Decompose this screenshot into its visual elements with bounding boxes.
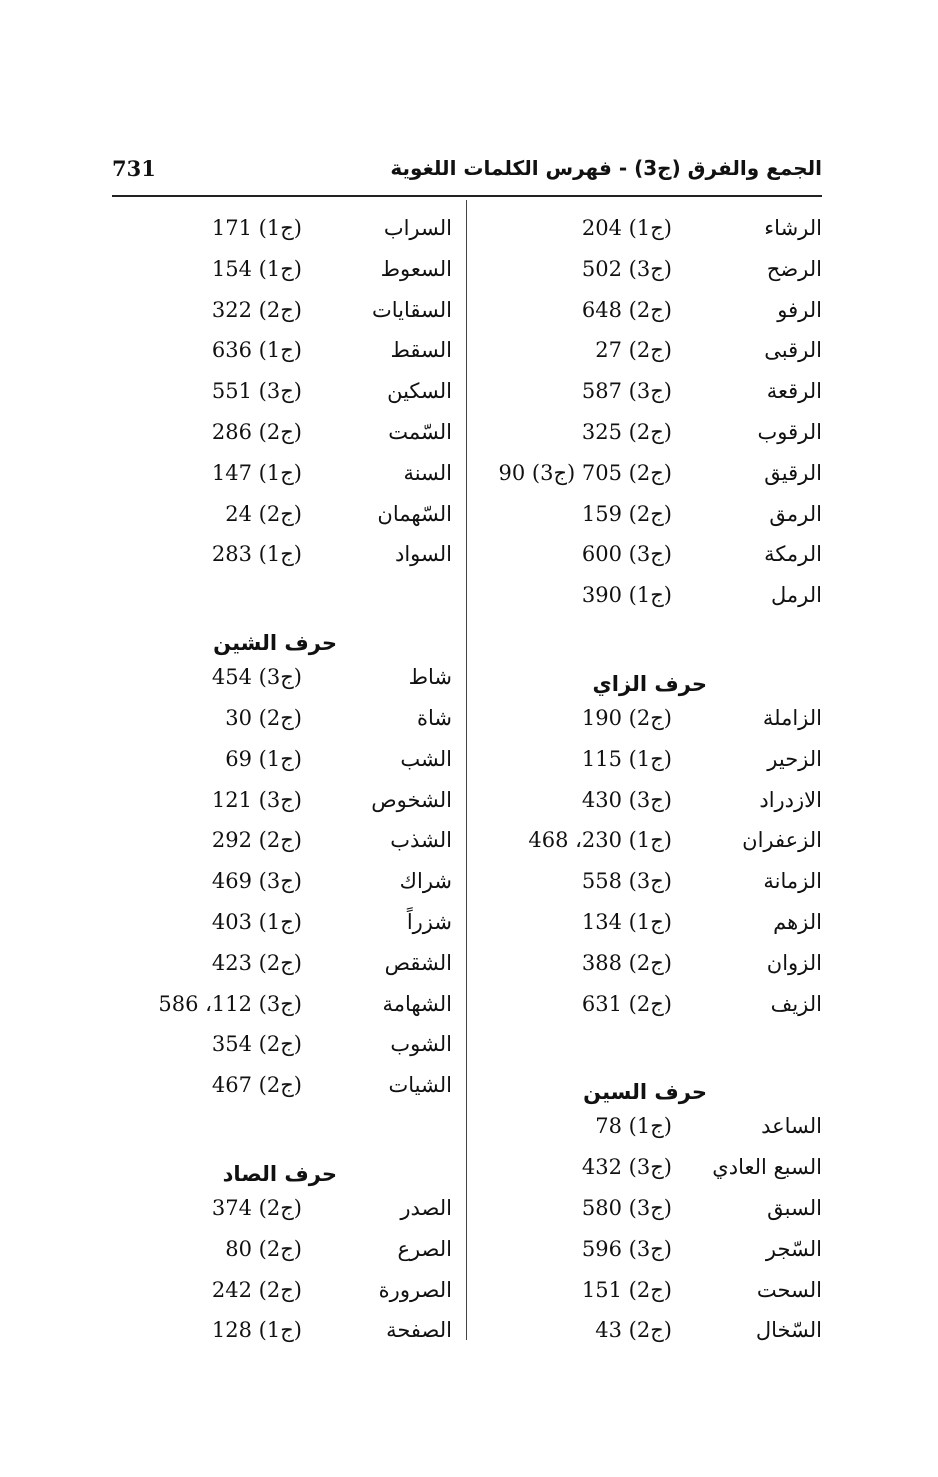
- page-header: [112, 150, 822, 190]
- entry-word: الرقيق: [764, 460, 822, 485]
- index-entry: [112, 540, 452, 581]
- entry-reference: (ج3) 596: [581, 1236, 672, 1261]
- entry-word: الرقعة: [766, 379, 822, 404]
- index-entry: [112, 1235, 452, 1276]
- index-entry: [112, 255, 452, 296]
- entry-reference: (ج3) 454: [211, 665, 302, 690]
- entry-word: السبق: [767, 1195, 822, 1220]
- entry-word: الساعد: [761, 1114, 822, 1139]
- index-entry: [112, 377, 452, 418]
- entry-reference: (ج2) 292: [211, 828, 302, 853]
- index-entry: [112, 786, 452, 827]
- entry-word: الازدراد: [759, 787, 822, 812]
- entry-reference: (ج2) 374: [211, 1195, 302, 1220]
- index-entry: [112, 214, 452, 255]
- entry-reference: (ج3) 430: [581, 787, 672, 812]
- section-title: حرف الشين: [213, 631, 337, 656]
- entry-word: الزمانة: [763, 869, 822, 894]
- index-entry: [482, 377, 822, 418]
- entry-reference: (ج1) 230، 468: [528, 828, 672, 853]
- index-entry: [112, 1071, 452, 1112]
- entry-word: الرقوب: [757, 419, 822, 444]
- section-heading: [112, 581, 452, 663]
- entry-reference: (ج2) 242: [211, 1277, 302, 1302]
- entry-reference: (ج1) 636: [211, 338, 302, 363]
- entry-word: الرقبى: [764, 338, 822, 363]
- section-title: حرف الزاي: [592, 671, 707, 696]
- index-entry: [112, 500, 452, 541]
- entry-reference: (ج2) 322: [211, 297, 302, 322]
- entry-reference: (ج1) 283: [211, 542, 302, 567]
- entry-word: السواد: [394, 542, 452, 567]
- index-column-left: [112, 214, 452, 1357]
- index-entry: [482, 459, 822, 500]
- index-entry: [482, 418, 822, 459]
- entry-word: شاة: [417, 705, 452, 730]
- entry-word: السبع العادي: [712, 1155, 822, 1180]
- entry-word: الصدر: [400, 1195, 452, 1220]
- entry-reference: (ج2) 286: [211, 419, 302, 444]
- index-entry: [112, 459, 452, 500]
- entry-word: الصرورة: [378, 1277, 452, 1302]
- entry-reference: (ج2) 325: [581, 419, 672, 444]
- page-number: 731: [112, 156, 156, 181]
- entry-word: الشقص: [384, 950, 452, 975]
- entry-reference: (ج2) 388: [581, 950, 672, 975]
- index-entry: [482, 786, 822, 827]
- entry-reference: (ج1) 115: [581, 746, 672, 771]
- index-entry: [482, 540, 822, 581]
- index-entry: [112, 867, 452, 908]
- index-entry: [482, 214, 822, 255]
- index-entry: [482, 1235, 822, 1276]
- entry-reference: (ج1) 204: [581, 216, 672, 240]
- entry-word: الرمكة: [764, 542, 822, 567]
- entry-word: شاط: [408, 665, 452, 690]
- index-column-right: [482, 214, 822, 1357]
- index-entry: [482, 581, 822, 622]
- entry-word: الزهم: [773, 909, 822, 934]
- entry-reference: (ج2) 705 (ج3) 90: [498, 460, 672, 485]
- entry-word: السّجر: [765, 1236, 822, 1261]
- entry-reference: (ج3) 469: [211, 869, 302, 894]
- entry-word: الصفحة: [386, 1318, 452, 1343]
- entry-word: الشوب: [390, 1032, 452, 1057]
- index-entry: [482, 704, 822, 745]
- entry-word: السّمت: [388, 419, 452, 444]
- index-entry: [112, 745, 452, 786]
- entry-reference: (ج3) 432: [581, 1155, 672, 1180]
- index-entry: [112, 908, 452, 949]
- entry-reference: (ج1) 134: [581, 909, 672, 934]
- running-title: الجمع والفرق (ج3) - فهرس الكلمات اللغوية: [390, 156, 822, 180]
- entry-reference: (ج2) 30: [225, 705, 302, 730]
- index-entry: [112, 336, 452, 377]
- index-entry: [112, 1276, 452, 1317]
- section-heading: [482, 622, 822, 704]
- entry-word: الرمل: [771, 583, 822, 608]
- section-title: حرف الصاد: [222, 1161, 337, 1186]
- index-entry: [482, 826, 822, 867]
- entry-word: الرفو: [777, 297, 822, 322]
- index-entry: [482, 1194, 822, 1235]
- header-rule: [112, 195, 822, 197]
- entry-word: الرمق: [769, 501, 822, 526]
- index-entry: [482, 745, 822, 786]
- entry-reference: (ج2) 423: [211, 950, 302, 975]
- entry-word: الشب: [400, 746, 452, 771]
- index-entry: [482, 296, 822, 337]
- entry-reference: (ج2) 467: [211, 1073, 302, 1098]
- entry-word: الزوان: [766, 950, 822, 975]
- index-entry: [112, 826, 452, 867]
- entry-word: السّهمان: [377, 501, 452, 526]
- entry-reference: (ج2) 24: [225, 501, 302, 526]
- section-title: حرف السين: [583, 1080, 707, 1105]
- index-entry: [112, 663, 452, 704]
- entry-reference: (ج1) 128: [211, 1318, 302, 1343]
- index-entry: [482, 255, 822, 296]
- entry-word: الرضح: [766, 256, 822, 281]
- entry-reference: (ج1) 147: [211, 460, 302, 485]
- entry-word: الزعفران: [742, 828, 822, 853]
- index-entry: [112, 949, 452, 990]
- index-entry: [112, 1030, 452, 1071]
- index-entry: [482, 1112, 822, 1153]
- entry-word: شزراً: [406, 909, 452, 934]
- entry-word: السراب: [383, 216, 452, 240]
- entry-reference: (ج2) 648: [581, 297, 672, 322]
- entry-reference: (ج3) 600: [581, 542, 672, 567]
- index-entry: [482, 1316, 822, 1357]
- entry-reference: (ج2) 151: [581, 1277, 672, 1302]
- entry-word: الرشاء: [764, 216, 822, 240]
- entry-reference: (ج3) 587: [581, 379, 672, 404]
- index-entry: [112, 418, 452, 459]
- entry-word: السنة: [403, 460, 452, 485]
- index-entry: [482, 990, 822, 1031]
- entry-reference: (ج3) 112، 586: [158, 991, 302, 1016]
- entry-reference: (ج3) 580: [581, 1195, 672, 1220]
- entry-reference: (ج2) 190: [581, 705, 672, 730]
- index-entry: [482, 949, 822, 990]
- entry-reference: (ج1) 78: [595, 1114, 672, 1139]
- entry-reference: (ج1) 171: [211, 216, 302, 240]
- entry-reference: (ج1) 69: [225, 746, 302, 771]
- index-entry: [112, 1316, 452, 1357]
- index-entry: [482, 500, 822, 541]
- index-entry: [482, 1153, 822, 1194]
- index-entry: [482, 1276, 822, 1317]
- entry-reference: (ج2) 631: [581, 991, 672, 1016]
- entry-reference: (ج2) 80: [225, 1236, 302, 1261]
- entry-reference: (ج3) 558: [581, 869, 672, 894]
- entry-reference: (ج3) 502: [581, 256, 672, 281]
- index-entry: [112, 296, 452, 337]
- entry-word: السعوط: [380, 256, 452, 281]
- entry-reference: (ج1) 403: [211, 909, 302, 934]
- entry-word: السقط: [390, 338, 452, 363]
- index-entry: [112, 990, 452, 1031]
- entry-word: الزاملة: [762, 705, 822, 730]
- entry-word: السكين: [387, 379, 452, 404]
- index-entry: [482, 867, 822, 908]
- entry-reference: (ج2) 159: [581, 501, 672, 526]
- entry-reference: (ج1) 154: [211, 256, 302, 281]
- index-entry: [112, 704, 452, 745]
- entry-word: الزيف: [770, 991, 822, 1016]
- index-entry: [482, 908, 822, 949]
- index-entry: [482, 336, 822, 377]
- entry-word: شراك: [399, 869, 452, 894]
- index-entry: [112, 1194, 452, 1235]
- entry-reference: (ج2) 354: [211, 1032, 302, 1057]
- entry-reference: (ج2) 43: [595, 1318, 672, 1343]
- entry-word: السّخال: [755, 1318, 822, 1343]
- entry-word: الشيات: [388, 1073, 452, 1098]
- column-divider: [466, 200, 467, 1340]
- entry-reference: (ج2) 27: [595, 338, 672, 363]
- entry-word: الصرع: [397, 1236, 452, 1261]
- section-heading: [112, 1112, 452, 1194]
- section-heading: [482, 1030, 822, 1112]
- entry-word: السقايات: [371, 297, 452, 322]
- entry-word: الشخوص: [371, 787, 452, 812]
- entry-word: السحت: [756, 1277, 822, 1302]
- entry-reference: (ج3) 551: [211, 379, 302, 404]
- entry-word: الزحير: [767, 746, 822, 771]
- entry-reference: (ج1) 390: [581, 583, 672, 608]
- entry-word: الشذب: [390, 828, 452, 853]
- entry-word: الشهامة: [382, 991, 452, 1016]
- entry-reference: (ج3) 121: [211, 787, 302, 812]
